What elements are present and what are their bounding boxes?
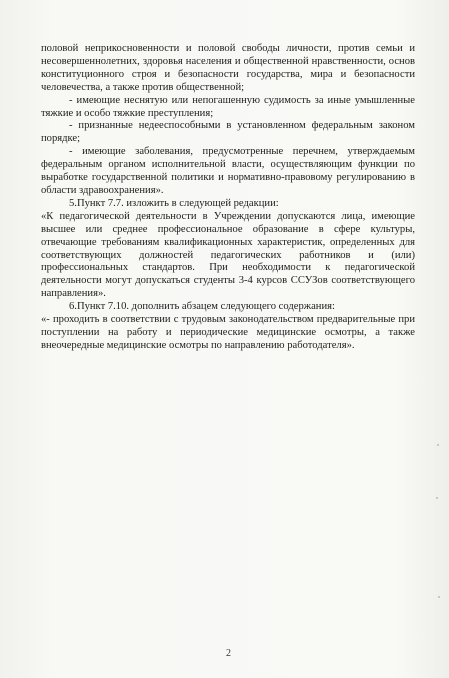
document-body: [41, 43, 415, 353]
paragraph-continuation: половой неприкосновенности и половой свободы личности, против семьи и несовершеннолетних, здоровья населения и общественной нравственности, основ конституционного строя и безопасности государства, мира и безопасности человечества, а также против общественной;: [41, 43, 415, 93]
scan-speck: [437, 444, 439, 446]
paragraph-diseases: - имеющие заболевания, предусмотренные перечнем, утверждаемым федеральным органом исполнительной власти, осуществляющим функции по выработке государственной политики и нормативно-правовому регулированию в области здравоохранения».: [41, 146, 415, 196]
scan-speck: [436, 497, 438, 499]
paragraph-item-7-7-text: «К педагогической деятельности в Учреждении допускаются лица, имеющие высшее или среднее профессиональное образование в сфере культуры, отвечающие требованиям квалификационных характеристик, определенных для соответствующих должностей педагогических работников и (или) профессиональных стандартов. При необходимости к педагогической деятельности могут допускаться студенты 3-4 курсов ССУЗов соответствующего направления».: [41, 210, 415, 300]
paragraph-item-5-heading: 5.Пункт 7.7. изложить в следующей редакции:: [69, 197, 279, 209]
page-number: 2: [226, 648, 231, 659]
paragraph-item-7-10-text: «- проходить в соответствии с трудовым законодательством предварительные при поступлении на работу и периодические медицинские осмотры, а также внеочередные медицинские осмотры по направлению работодателя».: [41, 314, 415, 351]
scan-speck: [438, 596, 440, 598]
paragraph-item-6-heading: 6.Пункт 7.10. дополнить абзацем следующего содержания:: [69, 301, 335, 313]
paragraph-criminal-record: - имеющие неснятую или непогашенную судимость за иные умышленные тяжкие и особо тяжкие преступления;: [41, 94, 415, 119]
paragraph-incapacitated: - признанные недееспособными в установленном федеральным законом порядке;: [41, 120, 415, 145]
